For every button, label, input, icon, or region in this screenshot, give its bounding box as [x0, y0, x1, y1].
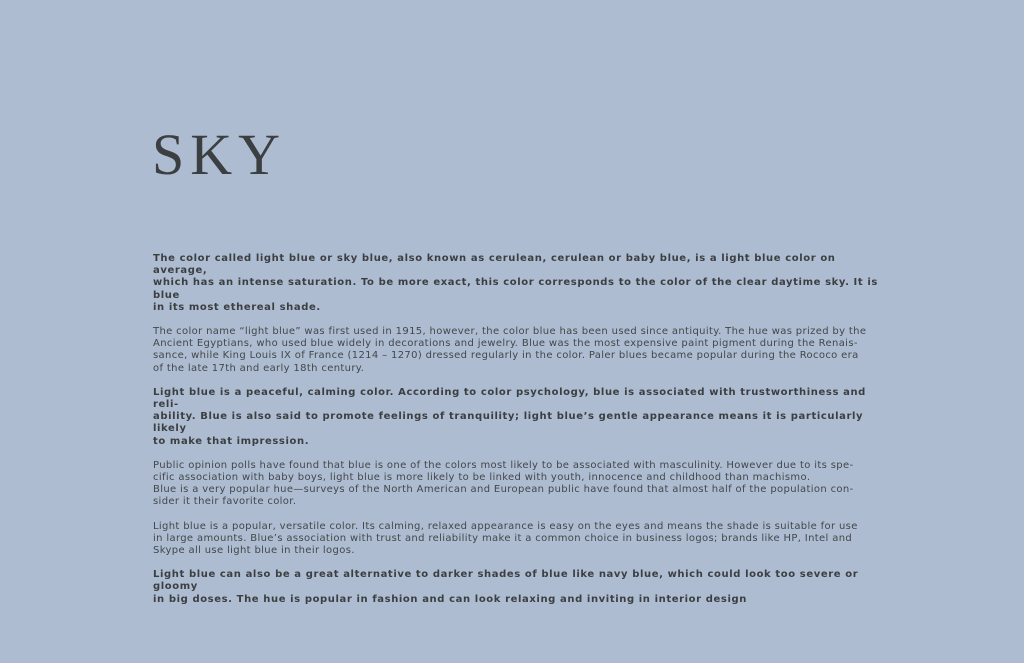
article-body: [153, 253, 883, 618]
paragraph-public-opinion: Public opinion polls have found that blue is one of the colors most likely to be associated with masculinity. However due to its spe- cific association with baby boys, light blue is more likely to be linked with youth, innocence and childhood than machismo. Blue is a very popular hue—surveys of the North American and European public have found that almost half of the population con- sider it their favorite color.: [153, 459, 854, 508]
paragraph-alternative: Light blue can also be a great alternative to darker shades of blue like navy blue, which could look too severe or gloomy in big doses. The hue is popular in fashion and can look relaxing and inviting in interior design: [153, 569, 859, 605]
paragraph-psychology: Light blue is a peaceful, calming color. According to color psychology, blue is associated with trustworthiness and reli- ability. Blue is also said to promote feelings of tranquility; light blue’s gentle appearance means it is particularly likely to make that impression.: [153, 386, 866, 447]
paragraph-history: The color name “light blue” was first used in 1915, however, the color blue has been used since antiquity. The hue was prized by the Ancient Egyptians, who used blue widely in decorations and jewelry. Blue was the most expensive paint pigment during the Renais- sance, while King Louis IX of France (1214 – 1270) dressed regularly in the color. Paler blues became popular during the Rococo era of the late 17th and early 18th century.: [153, 326, 867, 374]
paragraph-intro: The color called light blue or sky blue, also known as cerulean, cerulean or baby blue, is a light blue color on average, which has an intense saturation. To be more exact, this color corresponds to the color of the clear daytime sky. It is blue in its most ethereal shade.: [153, 253, 878, 313]
paragraph-versatility: Light blue is a popular, versatile color. Its calming, relaxed appearance is easy on the eyes and means the shade is suitable for use in large amounts. Blue’s association with trust and reliability make it a common choice in business logos; brands like HP, Intel and Skype all use light blue in their logos.: [153, 520, 858, 557]
page-title: SKY: [152, 122, 287, 187]
